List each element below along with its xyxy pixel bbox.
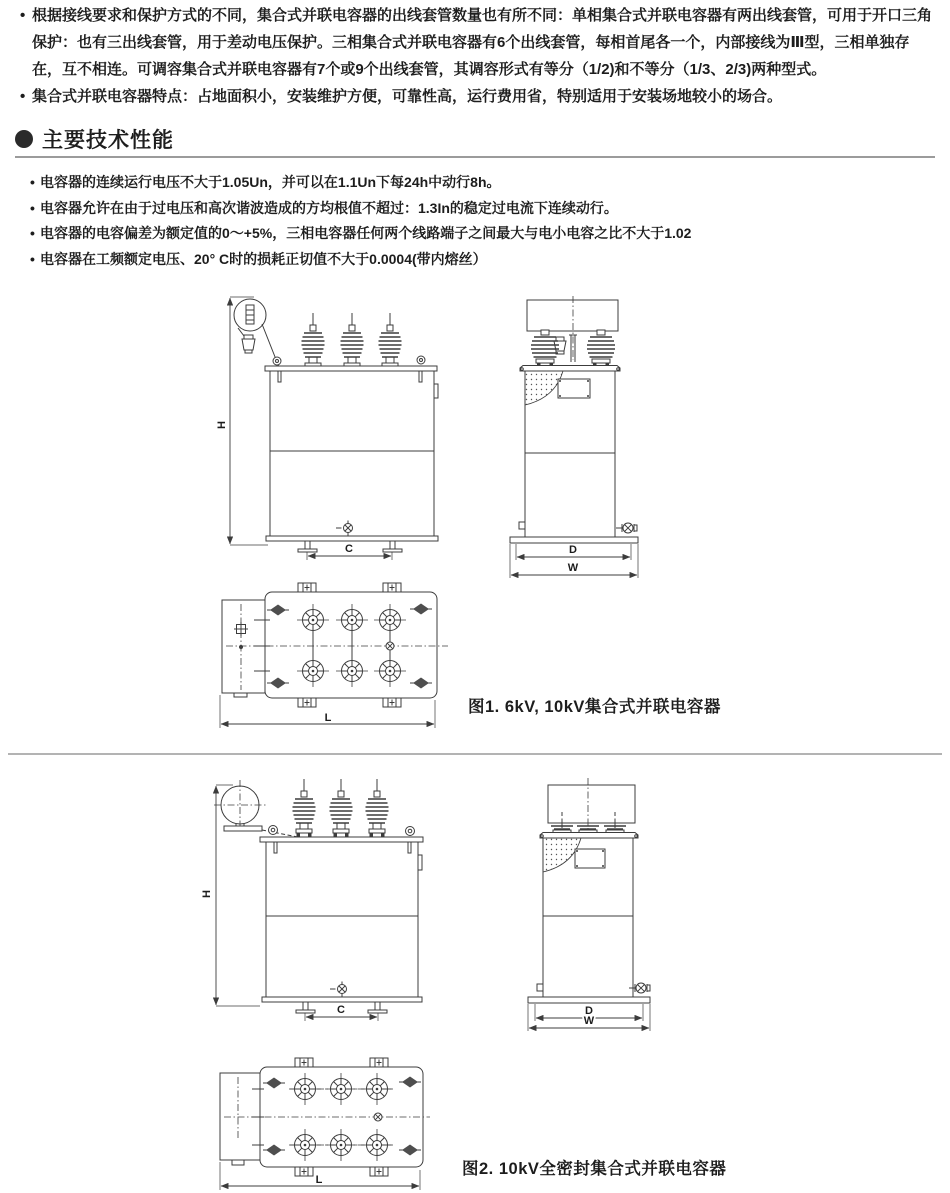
small-vent-icon (386, 642, 394, 650)
list-item (30, 196, 935, 222)
intro-bullet-list (20, 2, 938, 110)
foot-channel (383, 541, 402, 552)
bullet-icon: • (30, 225, 35, 241)
section-header (15, 124, 174, 154)
section-divider (8, 753, 942, 755)
filled-circle-icon (15, 130, 33, 148)
bushing-insulator (293, 779, 316, 837)
tank-body (265, 366, 438, 541)
svg-text:W: W (583, 1015, 595, 1027)
bullet-icon: • (30, 250, 35, 267)
figure1-front-view (182, 290, 495, 570)
foot-tab (383, 698, 401, 707)
figure2-side-view (500, 768, 705, 1063)
svg-text:C: C (345, 543, 353, 555)
section-rule (15, 156, 935, 158)
svg-text:L: L (324, 712, 332, 724)
foot-channel (368, 1002, 387, 1013)
foot-channel (298, 541, 317, 552)
foot-tab (298, 698, 316, 707)
bushing-insulator (587, 330, 615, 366)
spec-bullet-text: 电容器的连续运行电压不大于1.05Un，并可以在1.1Un下每24h中动行8h。 (40, 174, 501, 190)
small-vent-icon (374, 1113, 382, 1121)
tank-body (528, 833, 650, 1004)
section-title: 主要技术性能 (42, 129, 174, 152)
svg-text:H: H (216, 421, 228, 429)
length-dimension (220, 695, 435, 728)
svg-text:D: D (585, 1005, 593, 1017)
list-item (20, 2, 938, 83)
svg-text:H: H (201, 890, 213, 898)
bushing-insulator (341, 313, 364, 371)
oil-cup-device (242, 335, 255, 353)
foot-tab (295, 1058, 313, 1067)
bushing-insulator (330, 779, 353, 837)
bushing-insulator (531, 330, 559, 366)
side-valve-icon (616, 523, 637, 533)
terminal-box (220, 1073, 260, 1165)
bullet-icon: • (30, 174, 35, 190)
figure2-front-view (148, 772, 500, 1060)
terminal-box (222, 600, 265, 697)
svg-text:C: C (337, 1004, 345, 1016)
figure1-side-view (495, 288, 700, 590)
height-dimension (216, 297, 268, 545)
spec-bullet-text: 电容器允许在由于过电压和高次谐波造成的方均根值不超过：1.3In的稳定过电流下连续动行。 (40, 199, 618, 216)
bullet-icon: • (30, 199, 35, 216)
foot-channel (296, 1002, 315, 1013)
bullet-icon: • (20, 88, 26, 105)
foot-tab (295, 1167, 313, 1176)
spec-bullet-text: 电容器在工频额定电压、20° C时的损耗正切值不大于0.0004(带内熔丝） (40, 250, 487, 267)
bullet-icon: • (20, 7, 26, 24)
svg-text:W: W (567, 562, 579, 574)
bushing-insulator (302, 313, 325, 371)
intro-bullet-text: 集合式并联电容器特点：占地面积小，安装维护方便，可靠性高，运行费用省，特别适用于安装场地较小的场合。 (32, 88, 783, 105)
tank-body (510, 366, 638, 544)
list-item (20, 83, 938, 110)
spec-bullet-text: 电容器的电容偏差为额定值的0～+5%，三相电容器任何两个线路端子之间最大与电小电容之比不大于1.02 (40, 225, 692, 241)
list-item (30, 247, 935, 273)
detail-circle (234, 299, 279, 367)
spec-bullet-list (30, 170, 935, 272)
top-outline-box (548, 785, 635, 823)
nameplate (575, 849, 605, 868)
bushing-insulator (379, 313, 402, 371)
intro-bullet-text: 根据接线要求和保护方式的不同，集合式并联电容器的出线套管数量也有所不同：单相集合式并联电容器有两出线套管，可用于开口三角保护：也有三出线套管，用于差动电压保护。三相集合式并联电容器有6个出线套管，每相首尾各一个，内部接线为Ⅲ型，三相单独存在，互不相连。可调容集合式并联电容器有7个或9个出线套管，其调容形式有等分（1/2)和不等分（1/3、2/3)两种型式。 (32, 7, 933, 78)
svg-text:D: D (569, 544, 577, 556)
list-item (30, 221, 935, 247)
list-item (30, 170, 935, 196)
svg-text:L: L (315, 1174, 323, 1186)
figure2-caption: 图2. 10kV全密封集合式并联电容器 (462, 1160, 727, 1178)
figure1-caption: 图1. 6kV, 10kV集合式并联电容器 (468, 698, 721, 716)
tank-lid-outline (265, 592, 437, 698)
depth-dimension (516, 544, 631, 560)
figure1-top-view (182, 570, 502, 742)
foot-tab (370, 1058, 388, 1067)
foot-span-dimension (307, 543, 392, 560)
foot-span-dimension (305, 1004, 378, 1021)
bushing-insulator (366, 779, 389, 837)
top-outline-box (527, 300, 618, 331)
foot-tab (383, 583, 401, 592)
foot-tab (298, 583, 316, 592)
tank-body (260, 837, 423, 1002)
conservator-tank (214, 780, 298, 837)
foot-tab (370, 1167, 388, 1176)
nameplate (558, 379, 590, 398)
